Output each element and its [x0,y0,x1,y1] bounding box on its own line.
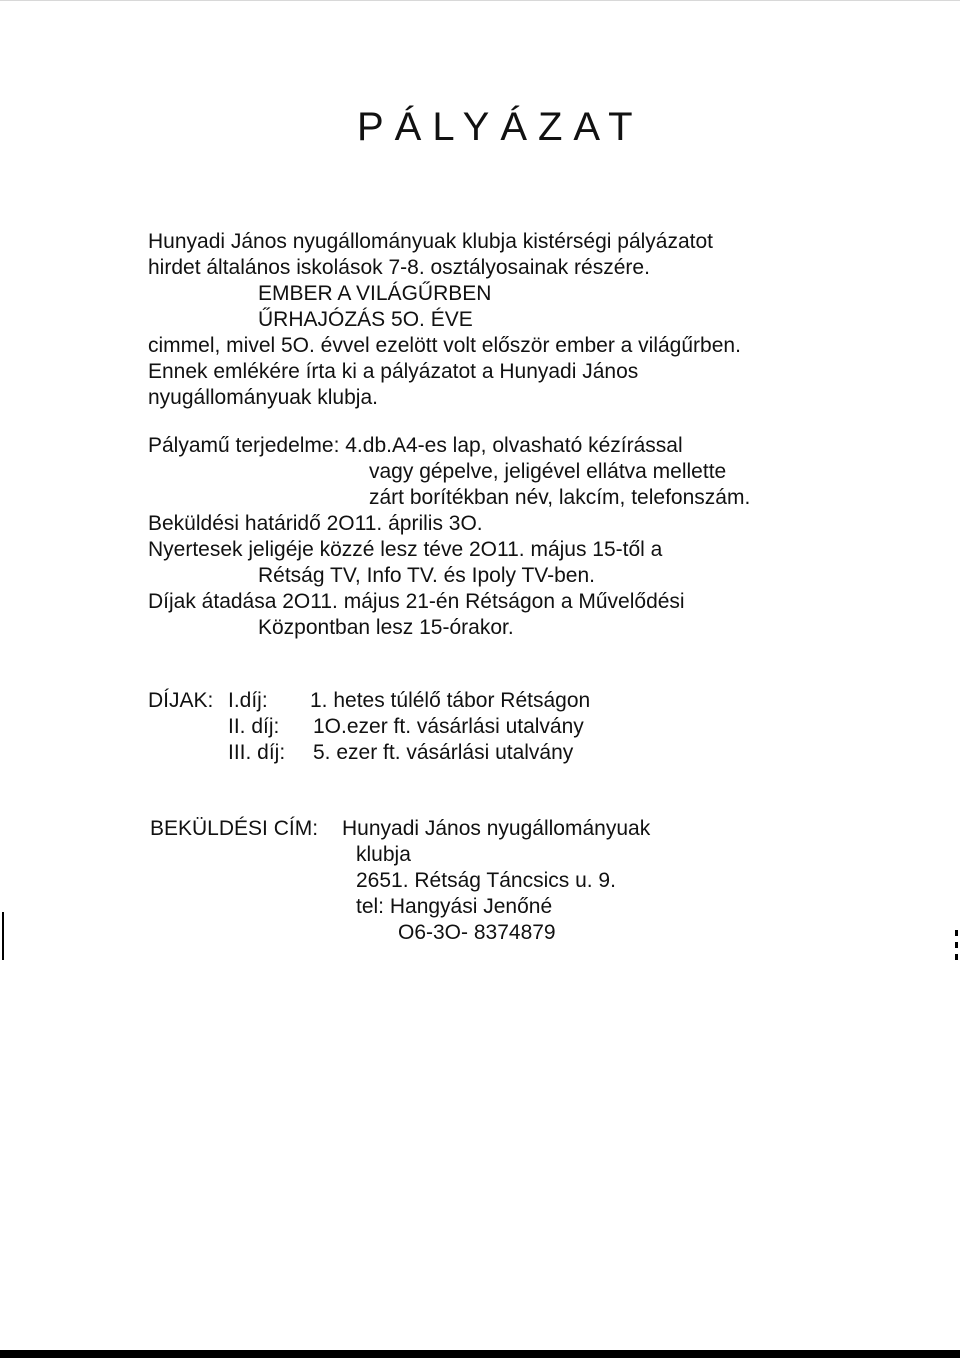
intro-line: Ennek emlékére írta ki a pályázatot a Hunyadi János [148,360,639,383]
details-line: Pályamű terjedelme: 4.db.A4-es lap, olvasható kézírással [148,434,683,457]
address-line: O6-3O- 8374879 [398,921,556,944]
intro-line: Hunyadi János nyugállományuak klubja kistérségi pályázatot [148,230,713,253]
details-line: Díjak átadása 2O11. május 21-én Rétságon a Művelődési [148,590,685,613]
details-line: Központban lesz 15-órakor. [258,616,514,639]
scan-mark-right [955,930,958,966]
address-heading: BEKÜLDÉSI CÍM: [150,817,319,840]
intro-line: EMBER A VILÁGŰRBEN [258,282,492,305]
prize-description: 5. ezer ft. vásárlási utalvány [313,741,574,764]
prize-place: I.díj: [228,689,268,712]
prize-description: 1O.ezer ft. vásárlási utalvány [313,715,584,738]
prize-place: II. díj: [228,715,280,738]
scan-mark-left [2,912,4,960]
address-line: 2651. Rétság Táncsics u. 9. [356,869,616,892]
details-line: Beküldési határidő 2O11. április 3O. [148,512,483,535]
address-line: tel: Hangyási Jenőné [356,895,553,918]
details-line: zárt borítékban név, lakcím, telefonszám. [369,486,751,509]
scan-edge-bottom [0,1350,960,1358]
intro-line: ŰRHAJÓZÁS 5O. ÉVE [258,308,473,331]
page-title: PÁLYÁZAT [357,105,644,149]
scan-edge-top [0,0,960,1]
intro-line: nyugállományuak klubja. [148,386,378,409]
details-line: Nyertesek jeligéje közzé lesz téve 2O11. május 15-től a [148,538,663,561]
address-line: Hunyadi János nyugállományuak [342,817,651,840]
details-line: Rétság TV, Info TV. és Ipoly TV-ben. [258,564,595,587]
intro-line: hirdet általános iskolások 7-8. osztályosainak részére. [148,256,650,279]
prize-description: 1. hetes túlélő tábor Rétságon [310,689,591,712]
intro-line: cimmel, mivel 5O. évvel ezelött volt először ember a világűrben. [148,334,741,357]
address-line: klubja [356,843,411,866]
prizes-heading: DÍJAK: [148,689,214,712]
details-line: vagy gépelve, jeligével ellátva mellette [369,460,727,483]
prize-place: III. díj: [228,741,286,764]
